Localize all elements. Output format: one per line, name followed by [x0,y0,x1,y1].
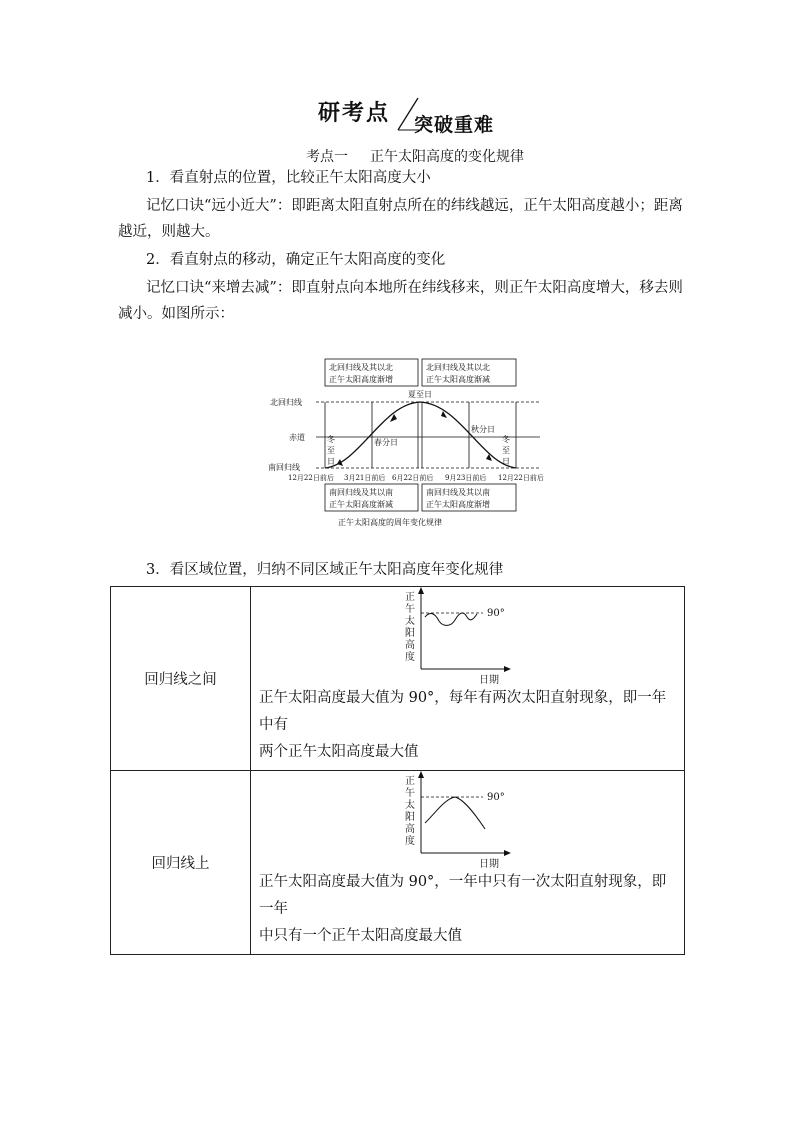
bottom-box-right-line1: 南回归线及其以南 [426,488,490,497]
date-label-5: 12月22日前后 [498,474,544,482]
graph-angle-label: 90° [486,608,505,619]
label-autumn-equinox: 秋分日 [471,425,495,434]
solar-altitude-annual-diagram [260,356,560,532]
graph-axis-y-char: 高 [404,824,415,835]
graph-axis-y-char: 阳 [404,812,415,823]
top-box-left-line1: 北回归线及其以北 [329,363,393,372]
table-row [111,587,685,771]
label-spring-equinox: 春分日 [374,438,398,447]
topic-heading-label: 考点一 [306,149,348,165]
top-box-right-line1: 北回归线及其以北 [426,363,490,372]
point-1-title: 1．看直射点的位置，比较正午太阳高度大小 [146,170,431,186]
bottom-box-right-line2: 正午太阳高度渐增 [426,500,490,509]
axis-arrow-up-icon [418,587,424,594]
graph-angle-label: 90° [486,792,505,803]
axis-arrow-right-icon [504,850,511,856]
rule-cell [251,771,685,955]
graph-axis-y-char: 正 [404,592,415,603]
graph-axis-y-char: 太 [404,800,415,811]
rule-description-line2: 中只有一个正午太阳高度最大值 [259,928,462,944]
label-summer-solstice: 夏至日 [408,390,432,399]
graph-axis-y-char: 高 [404,640,415,651]
arrow-start-icon [337,459,343,466]
point-3-title: 3．看区域位置，归纳不同区域正午太阳高度年变化规律 [146,562,504,578]
graph-on-tropic [403,771,533,869]
point-2-title: 2．看直射点的移动，确定正午太阳高度的变化 [146,252,446,268]
label-tropic-cancer: 北回归线 [270,398,302,407]
point-2-body-line2: 减小。如图所示： [118,306,234,322]
graph-axis-y-char: 午 [404,788,415,799]
graph-axis-x-label: 日期 [478,675,499,685]
date-label-4: 9月23日前后 [445,474,487,482]
region-cell: 回归线之间 [111,587,251,771]
topic-heading [306,146,524,166]
section-title-main: 研考点 [318,101,391,126]
graph-axis-y-char: 太 [404,616,415,627]
rule-description-line1: 正午太阳高度最大值为 90°，每年有两次太阳直射现象，即一年中有 [259,690,667,733]
rule-cell [251,587,685,771]
rule-description-line2: 两个正午太阳高度最大值 [259,744,419,760]
label-equator: 赤道 [289,433,305,442]
region-cell: 回归线上 [111,771,251,955]
graph-axis-x-label: 日期 [478,859,499,869]
date-label-2: 3月21日前后 [344,474,386,482]
point-2-body-line1: 记忆口诀“来增去减”：即直射点向本地所在纬线移来，则正午太阳高度增大，移去则 [146,280,683,296]
table-row [111,771,685,955]
label-winter-solstice-2c: 日 [502,457,510,466]
graph-axis-y-char: 度 [404,836,415,847]
date-label-3: 6月22日前后 [392,474,434,482]
label-winter-solstice-2a: 冬 [502,435,510,444]
section-title-sub: 突破重难 [414,114,495,136]
topic-heading-title: 正午太阳高度的变化规律 [370,149,524,165]
axis-arrow-right-icon [504,666,511,672]
label-tropic-capricorn: 南回归线 [268,463,300,472]
altitude-curve-one-peak [425,797,485,829]
graph-axis-y-char: 阳 [404,628,415,639]
region-rules-table [110,586,685,955]
rule-description-line1: 正午太阳高度最大值为 90°，一年中只有一次太阳直射现象，即一年 [259,874,667,917]
rule-description [259,685,676,770]
point-1-body-line1: 记忆口诀“远小近大”：即距离太阳直射点所在的纬线越远，正午太阳高度越小；距离 [146,198,683,214]
graph-axis-y-char: 午 [404,604,415,615]
top-box-right-line2: 正午太阳高度渐减 [426,375,490,384]
graph-axis-y-char: 度 [404,652,415,663]
label-winter-solstice-1c: 日 [327,457,335,466]
date-label-1: 12月22日前后 [288,474,334,482]
graph-axis-y-char: 正 [404,776,415,787]
point-1-body-line2: 越近，则越大。 [118,224,220,240]
bottom-box-left-line1: 南回归线及其以南 [329,488,393,497]
top-box-left-line2: 正午太阳高度渐增 [329,375,393,384]
label-winter-solstice-1b: 至 [327,446,335,455]
altitude-curve-two-peaks [425,613,477,625]
graph-between-tropics [403,587,533,685]
label-winter-solstice-2b: 至 [502,446,510,455]
axis-arrow-up-icon [418,771,424,778]
bottom-box-left-line2: 正午太阳高度渐减 [329,500,393,509]
diagram-caption: 正午太阳高度的周年变化规律 [338,518,442,527]
rule-description [259,869,676,954]
label-winter-solstice-1a: 冬 [327,435,335,444]
